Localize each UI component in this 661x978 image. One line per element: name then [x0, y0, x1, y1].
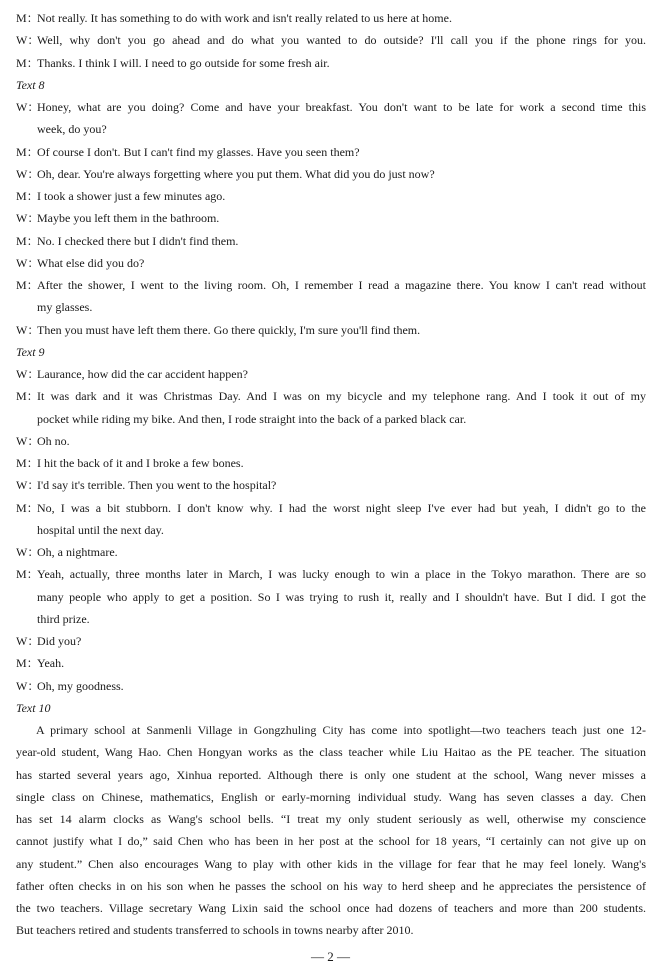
dialogue-line — [16, 33, 646, 47]
paragraph-line: the two teachers. Village secretary Wang Lixin said the school once had dozens of teachers and more than 200 students. — [16, 901, 646, 915]
speaker-label: W： — [16, 545, 40, 559]
dialogue-line — [16, 256, 646, 270]
speaker-label: M： — [16, 55, 39, 70]
paragraph-line: single class on Chinese, mathematics, English or early-morning individual study. Wang has seven classes a day. Chen — [16, 789, 646, 804]
dialogue-text: I'd say it's terrible. Then you went to the hospital? — [37, 478, 277, 493]
dialogue-text: Of course I don't. But I can't find my glasses. Have you seen them? — [37, 144, 360, 159]
paragraph-line: any student.” Chen also encourages Wang to play with other kids in the village for fear that he may feel lonely. Wang's — [16, 856, 646, 871]
dialogue-line — [16, 145, 646, 159]
dialogue-line — [16, 634, 646, 648]
speaker-label: M： — [16, 389, 39, 404]
dialogue-text: I hit the back of it and I broke a few bones. — [37, 456, 244, 470]
speaker-label: M： — [16, 144, 39, 159]
speaker-label: W： — [16, 634, 40, 648]
dialogue-line — [16, 545, 646, 559]
speaker-label: W： — [16, 255, 40, 270]
dialogue-line — [16, 189, 646, 203]
speaker-label: W： — [16, 166, 40, 181]
dialogue-line — [16, 11, 646, 25]
dialogue-line — [16, 234, 646, 248]
speaker-label: W： — [16, 478, 40, 493]
dialogue-line — [16, 679, 646, 693]
paragraph-line: has started several years ago, Xinhua reported. Although there is only one student at the school, Wang never misses a — [16, 767, 646, 782]
dialogue-text: Thanks. I think I will. I need to go outside for some fresh air. — [37, 55, 330, 70]
dialogue-text: Maybe you left them in the bathroom. — [37, 211, 220, 226]
dialogue-text: Yeah. — [37, 656, 65, 671]
dialogue-line — [16, 389, 646, 403]
speaker-label: M： — [16, 11, 39, 25]
dialogue-text: Yeah, actually, three months later in March, I was lucky enough to win a place in the Tokyo marathon. There are so — [37, 567, 646, 582]
section-heading: Text 10 — [16, 700, 51, 715]
dialogue-text: No. I checked there but I didn't find them. — [37, 233, 239, 248]
dialogue-continuation: many people who apply to get a position. So I was trying to rush it, really and I shouldn't have. But I did. I got the — [37, 589, 646, 604]
dialogue-text: Oh no. — [37, 433, 70, 448]
dialogue-line — [16, 501, 646, 515]
section-heading: Text 8 — [16, 77, 45, 92]
dialogue-text: Then you must have left them there. Go there quickly, I'm sure you'll find them. — [37, 322, 421, 337]
dialogue-text: After the shower, I went to the living room. Oh, I remember I read a magazine there. You know I can't read without — [37, 278, 646, 292]
speaker-label: W： — [16, 433, 40, 448]
dialogue-text: It was dark and it was Christmas Day. And I was on my bicycle and my telephone rang. And I took it out of my — [37, 389, 646, 404]
dialogue-continuation: pocket while riding my bike. And then, I rode straight into the back of a parked black car. — [37, 411, 467, 426]
page-number: — 2 — — [311, 949, 350, 964]
speaker-label: M： — [16, 278, 39, 292]
dialogue-line — [16, 323, 646, 337]
section-heading: Text 9 — [16, 344, 45, 359]
dialogue-text: Laurance, how did the car accident happen? — [37, 367, 248, 381]
speaker-label: M： — [16, 567, 39, 582]
speaker-label: M： — [16, 456, 39, 470]
paragraph-line: cannot justify what I do,” said Chen who has been in her post at the school for 18 years, “I certainly can not give up on — [16, 834, 646, 849]
dialogue-line — [16, 367, 646, 381]
dialogue-line — [16, 478, 646, 492]
dialogue-text: Oh, a nightmare. — [37, 545, 118, 559]
dialogue-text: Well, why don't you go ahead and do what you wanted to do outside? I'll call you if the phone rings for you. — [37, 33, 646, 48]
speaker-label: W： — [16, 367, 40, 381]
dialogue-line — [16, 434, 646, 448]
dialogue-line — [16, 456, 646, 470]
speaker-label: W： — [16, 33, 40, 48]
dialogue-text: Honey, what are you doing? Come and have your breakfast. You don't want to be late for work a second time this — [37, 100, 646, 114]
dialogue-line — [16, 167, 646, 181]
dialogue-text: I took a shower just a few minutes ago. — [37, 189, 226, 203]
paragraph-line: has set 14 alarm clocks as Wang's school bells. “I treat my only student seriously as well, otherwise my conscience — [16, 812, 646, 826]
dialogue-text: What else did you do? — [37, 255, 145, 270]
dialogue-continuation: third prize. — [37, 611, 90, 626]
dialogue-continuation: hospital until the next day. — [37, 522, 164, 537]
dialogue-text: Oh, dear. You're always forgetting where you put them. What did you do just now? — [37, 166, 435, 181]
speaker-label: W： — [16, 211, 40, 226]
speaker-label: M： — [16, 500, 39, 515]
paragraph-line: year-old student, Wang Hao. Chen Hongyan works as the class teacher while Liu Haitao as the PE teacher. The situation — [16, 745, 646, 760]
dialogue-line — [16, 211, 646, 225]
dialogue-line — [16, 656, 646, 670]
speaker-label: M： — [16, 189, 39, 203]
speaker-label: W： — [16, 678, 40, 693]
dialogue-line — [16, 278, 646, 292]
dialogue-text: Oh, my goodness. — [37, 678, 124, 693]
dialogue-text: No, I was a bit stubborn. I don't know why. I had the worst night sleep I've ever had but yeah, I didn't go to the — [37, 500, 646, 515]
dialogue-text: Not really. It has something to do with work and isn't really related to us here at home. — [37, 11, 452, 25]
speaker-label: W： — [16, 322, 40, 337]
dialogue-line — [16, 100, 646, 114]
dialogue-continuation: week, do you? — [37, 122, 107, 137]
dialogue-line — [16, 567, 646, 581]
dialogue-text: Did you? — [37, 634, 82, 648]
speaker-label: M： — [16, 656, 39, 671]
paragraph-line: A primary school at Sanmenli Village in Gongzhuling City has come into spotlight—two teachers teach just one 12- — [36, 723, 646, 737]
dialogue-continuation: my glasses. — [37, 300, 93, 315]
speaker-label: M： — [16, 233, 39, 248]
paragraph-line: father often checks in on his son when he passes the school on his way to herd sheep and he appreciates the persistence of — [16, 878, 646, 893]
paragraph-line: But teachers retired and students transferred to schools in towns nearby after 2010. — [16, 923, 414, 938]
dialogue-line — [16, 56, 646, 70]
speaker-label: W： — [16, 100, 40, 114]
